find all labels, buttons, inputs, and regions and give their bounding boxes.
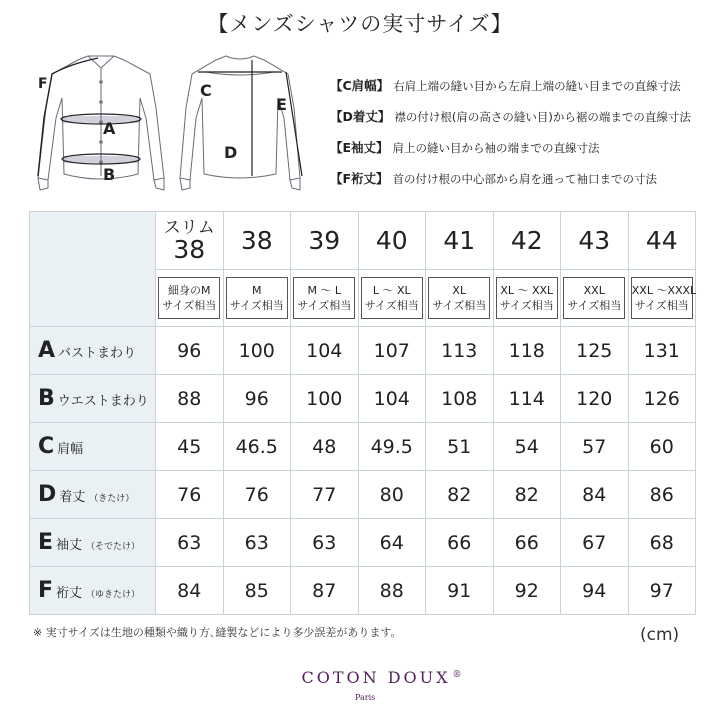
measurement-row (30, 327, 696, 375)
label-b: B (103, 165, 116, 184)
legend-text: 右肩上端の縫い目から左肩上端の縫い目までの直線寸法 (393, 79, 681, 93)
measurement-label-cell (30, 423, 156, 471)
measurement-value-cell: 125 (561, 327, 629, 375)
size-number: 40 (375, 226, 408, 255)
measurement-value-cell: 114 (493, 375, 561, 423)
measurement-value-cell: 131 (628, 327, 696, 375)
measurement-reading: （きたけ） (89, 494, 135, 504)
measurement-value-cell: 84 (156, 567, 224, 615)
size-equivalent-cell (358, 270, 426, 327)
measurement-letter: E (38, 530, 54, 555)
legend-text: 襟の付け根(肩の高さの縫い目)から裾の端までの直線寸法 (394, 110, 691, 124)
measurement-value-cell: 84 (561, 471, 629, 519)
size-equivalent-line: M ～ L (307, 284, 342, 297)
size-slim-label: スリム (163, 217, 215, 238)
size-equivalent-box (293, 277, 355, 319)
legend-item (330, 76, 715, 107)
header-corner-cell (30, 212, 156, 327)
size-equivalent-line: サイズ相当 (499, 299, 554, 312)
size-number: 38 (240, 226, 273, 255)
shirt-measurement-diagram (30, 48, 310, 198)
measurement-row (30, 567, 696, 615)
size-header-cell (223, 212, 291, 270)
measurement-label-cell (30, 471, 156, 519)
size-number: 41 (443, 226, 476, 255)
size-table (29, 211, 696, 615)
size-header-cell (561, 212, 629, 270)
measurement-value-cell: 76 (156, 471, 224, 519)
measurement-value-cell: 64 (358, 519, 426, 567)
size-header-row (30, 212, 696, 270)
size-equivalent-box (563, 277, 625, 319)
size-number: 44 (645, 226, 678, 255)
legend-key: 【C肩幅】 (330, 78, 390, 93)
legend-key: 【D着丈】 (330, 109, 391, 124)
measurement-value-cell: 46.5 (223, 423, 291, 471)
measurement-label-cell (30, 375, 156, 423)
legend-key: 【F裄丈】 (330, 171, 389, 186)
brand-name: COTON DOUX (301, 668, 451, 687)
label-a: A (103, 119, 116, 138)
measurement-value-cell: 82 (493, 471, 561, 519)
measurement-letter: F (38, 578, 54, 603)
size-equivalent-line: サイズ相当 (567, 299, 622, 312)
size-equivalent-cell (561, 270, 629, 327)
measurement-label-cell (30, 567, 156, 615)
measurement-value-cell: 96 (156, 327, 224, 375)
legend-item (330, 138, 715, 169)
measurement-value-cell: 100 (223, 327, 291, 375)
size-equivalent-box (158, 277, 220, 319)
unit-label: (cm) (640, 625, 680, 645)
measurement-value-cell: 54 (493, 423, 561, 471)
measurement-value-cell: 88 (156, 375, 224, 423)
brand-logo (278, 668, 488, 687)
legend-item (330, 169, 715, 200)
label-e: E (276, 95, 287, 114)
size-equivalent-cell (291, 270, 359, 327)
measurement-value-cell: 51 (426, 423, 494, 471)
size-header-cell (156, 212, 224, 270)
measurement-row (30, 471, 696, 519)
measurement-value-cell: 107 (358, 327, 426, 375)
measurement-value-cell: 97 (628, 567, 696, 615)
size-equivalent-line: サイズ相当 (432, 299, 487, 312)
measurement-value-cell: 77 (291, 471, 359, 519)
measurement-name: バストまわり (58, 346, 137, 361)
size-equivalent-cell (426, 270, 494, 327)
measurement-value-cell: 80 (358, 471, 426, 519)
measurement-value-cell: 66 (426, 519, 494, 567)
measurement-value-cell: 60 (628, 423, 696, 471)
size-header-cell (358, 212, 426, 270)
measurement-value-cell: 104 (358, 375, 426, 423)
label-c: C (200, 81, 212, 100)
measurement-name: 袖丈 (56, 538, 83, 553)
measurement-value-cell: 45 (156, 423, 224, 471)
size-equivalent-line: サイズ相当 (162, 299, 217, 312)
size-equivalent-line: サイズ相当 (364, 299, 419, 312)
legend-key: 【E袖丈】 (330, 140, 389, 155)
measurement-value-cell: 85 (223, 567, 291, 615)
measurement-value-cell: 118 (493, 327, 561, 375)
size-equivalent-line: XXL ～XXXL (631, 284, 697, 297)
measurement-value-cell: 104 (291, 327, 359, 375)
size-equivalent-line: サイズ相当 (229, 299, 284, 312)
measurement-value-cell: 86 (628, 471, 696, 519)
measurement-letter: D (38, 482, 57, 507)
label-f: F (38, 76, 48, 92)
measurement-value-cell: 66 (493, 519, 561, 567)
size-number: 42 (510, 226, 543, 255)
measurement-value-cell: 63 (223, 519, 291, 567)
size-header-cell (493, 212, 561, 270)
size-equivalent-line: サイズ相当 (634, 299, 689, 312)
measurement-value-cell: 82 (426, 471, 494, 519)
measurement-name: 裄丈 (56, 586, 83, 601)
measurement-row (30, 423, 696, 471)
measurement-value-cell: 88 (358, 567, 426, 615)
disclaimer-note: ※ 実寸サイズは生地の種類や織り方､縫製などにより多少誤差があります。 (33, 626, 402, 639)
waist-band (63, 156, 139, 163)
measurement-name: 着丈 (59, 490, 86, 505)
legend-text: 肩上の縫い目から袖の端までの直線寸法 (392, 141, 600, 155)
measurement-name: 肩幅 (57, 442, 84, 457)
measurement-reading: （そでたけ） (86, 542, 141, 552)
size-equivalent-box (361, 277, 423, 319)
measurement-value-cell: 126 (628, 375, 696, 423)
size-equivalent-cell (223, 270, 291, 327)
size-equivalent-line: XXL (583, 284, 605, 297)
measurement-value-cell: 108 (426, 375, 494, 423)
legend-text: 首の付け根の中心部から肩を通って袖口までの寸法 (392, 172, 658, 186)
measurement-value-cell: 67 (561, 519, 629, 567)
measurement-legend (330, 76, 715, 200)
size-number: 43 (578, 226, 611, 255)
size-equivalent-line: L ～ XL (372, 284, 411, 297)
size-number: 38 (173, 234, 206, 264)
size-equivalent-line: XL ～ XXL (500, 284, 554, 297)
size-equivalent-box (631, 277, 697, 319)
measurement-value-cell: 76 (223, 471, 291, 519)
measurement-value-cell: 87 (291, 567, 359, 615)
brand-registered-mark: ® (452, 669, 465, 680)
measurement-value-cell: 57 (561, 423, 629, 471)
measurement-label-cell (30, 327, 156, 375)
measurement-value-cell: 48 (291, 423, 359, 471)
measurement-letter: C (38, 434, 55, 459)
measurement-value-cell: 100 (291, 375, 359, 423)
measurement-name: ウエストまわり (57, 394, 149, 409)
size-equivalent-box (428, 277, 490, 319)
size-equivalent-cell (493, 270, 561, 327)
measurement-value-cell: 68 (628, 519, 696, 567)
measurement-row (30, 519, 696, 567)
size-equivalent-line: 細身のM (168, 284, 211, 297)
measurement-value-cell: 49.5 (358, 423, 426, 471)
measurement-letter: B (38, 386, 55, 411)
measurement-reading: （ゆきたけ） (86, 590, 141, 600)
brand-subtitle: Paris (355, 693, 376, 702)
size-equivalent-box (496, 277, 558, 319)
label-d: D (224, 143, 238, 162)
measurement-value-cell: 113 (426, 327, 494, 375)
measurement-value-cell: 91 (426, 567, 494, 615)
size-header-cell (628, 212, 696, 270)
measurement-value-cell: 94 (561, 567, 629, 615)
size-equivalent-cell (156, 270, 224, 327)
measurement-value-cell: 92 (493, 567, 561, 615)
shirt-diagram-svg (30, 48, 310, 198)
measurement-value-cell: 120 (561, 375, 629, 423)
size-number: 39 (308, 226, 341, 255)
size-equivalent-line: M (252, 284, 262, 297)
measurement-letter: A (38, 338, 56, 363)
measurement-label-cell (30, 519, 156, 567)
shirt-back-drawing (180, 56, 300, 190)
measurement-value-cell: 96 (223, 375, 291, 423)
bust-band (62, 116, 140, 123)
measurement-row (30, 375, 696, 423)
size-equivalent-line: サイズ相当 (297, 299, 352, 312)
measurement-value-cell: 63 (156, 519, 224, 567)
size-header-cell (291, 212, 359, 270)
size-equivalent-line: XL (452, 284, 467, 297)
page-title: 【メンズシャツの実寸サイズ】 (207, 12, 513, 36)
size-equivalent-cell (628, 270, 696, 327)
measurement-value-cell: 63 (291, 519, 359, 567)
legend-item (330, 107, 715, 138)
size-header-cell (426, 212, 494, 270)
size-equivalent-box (226, 277, 288, 319)
